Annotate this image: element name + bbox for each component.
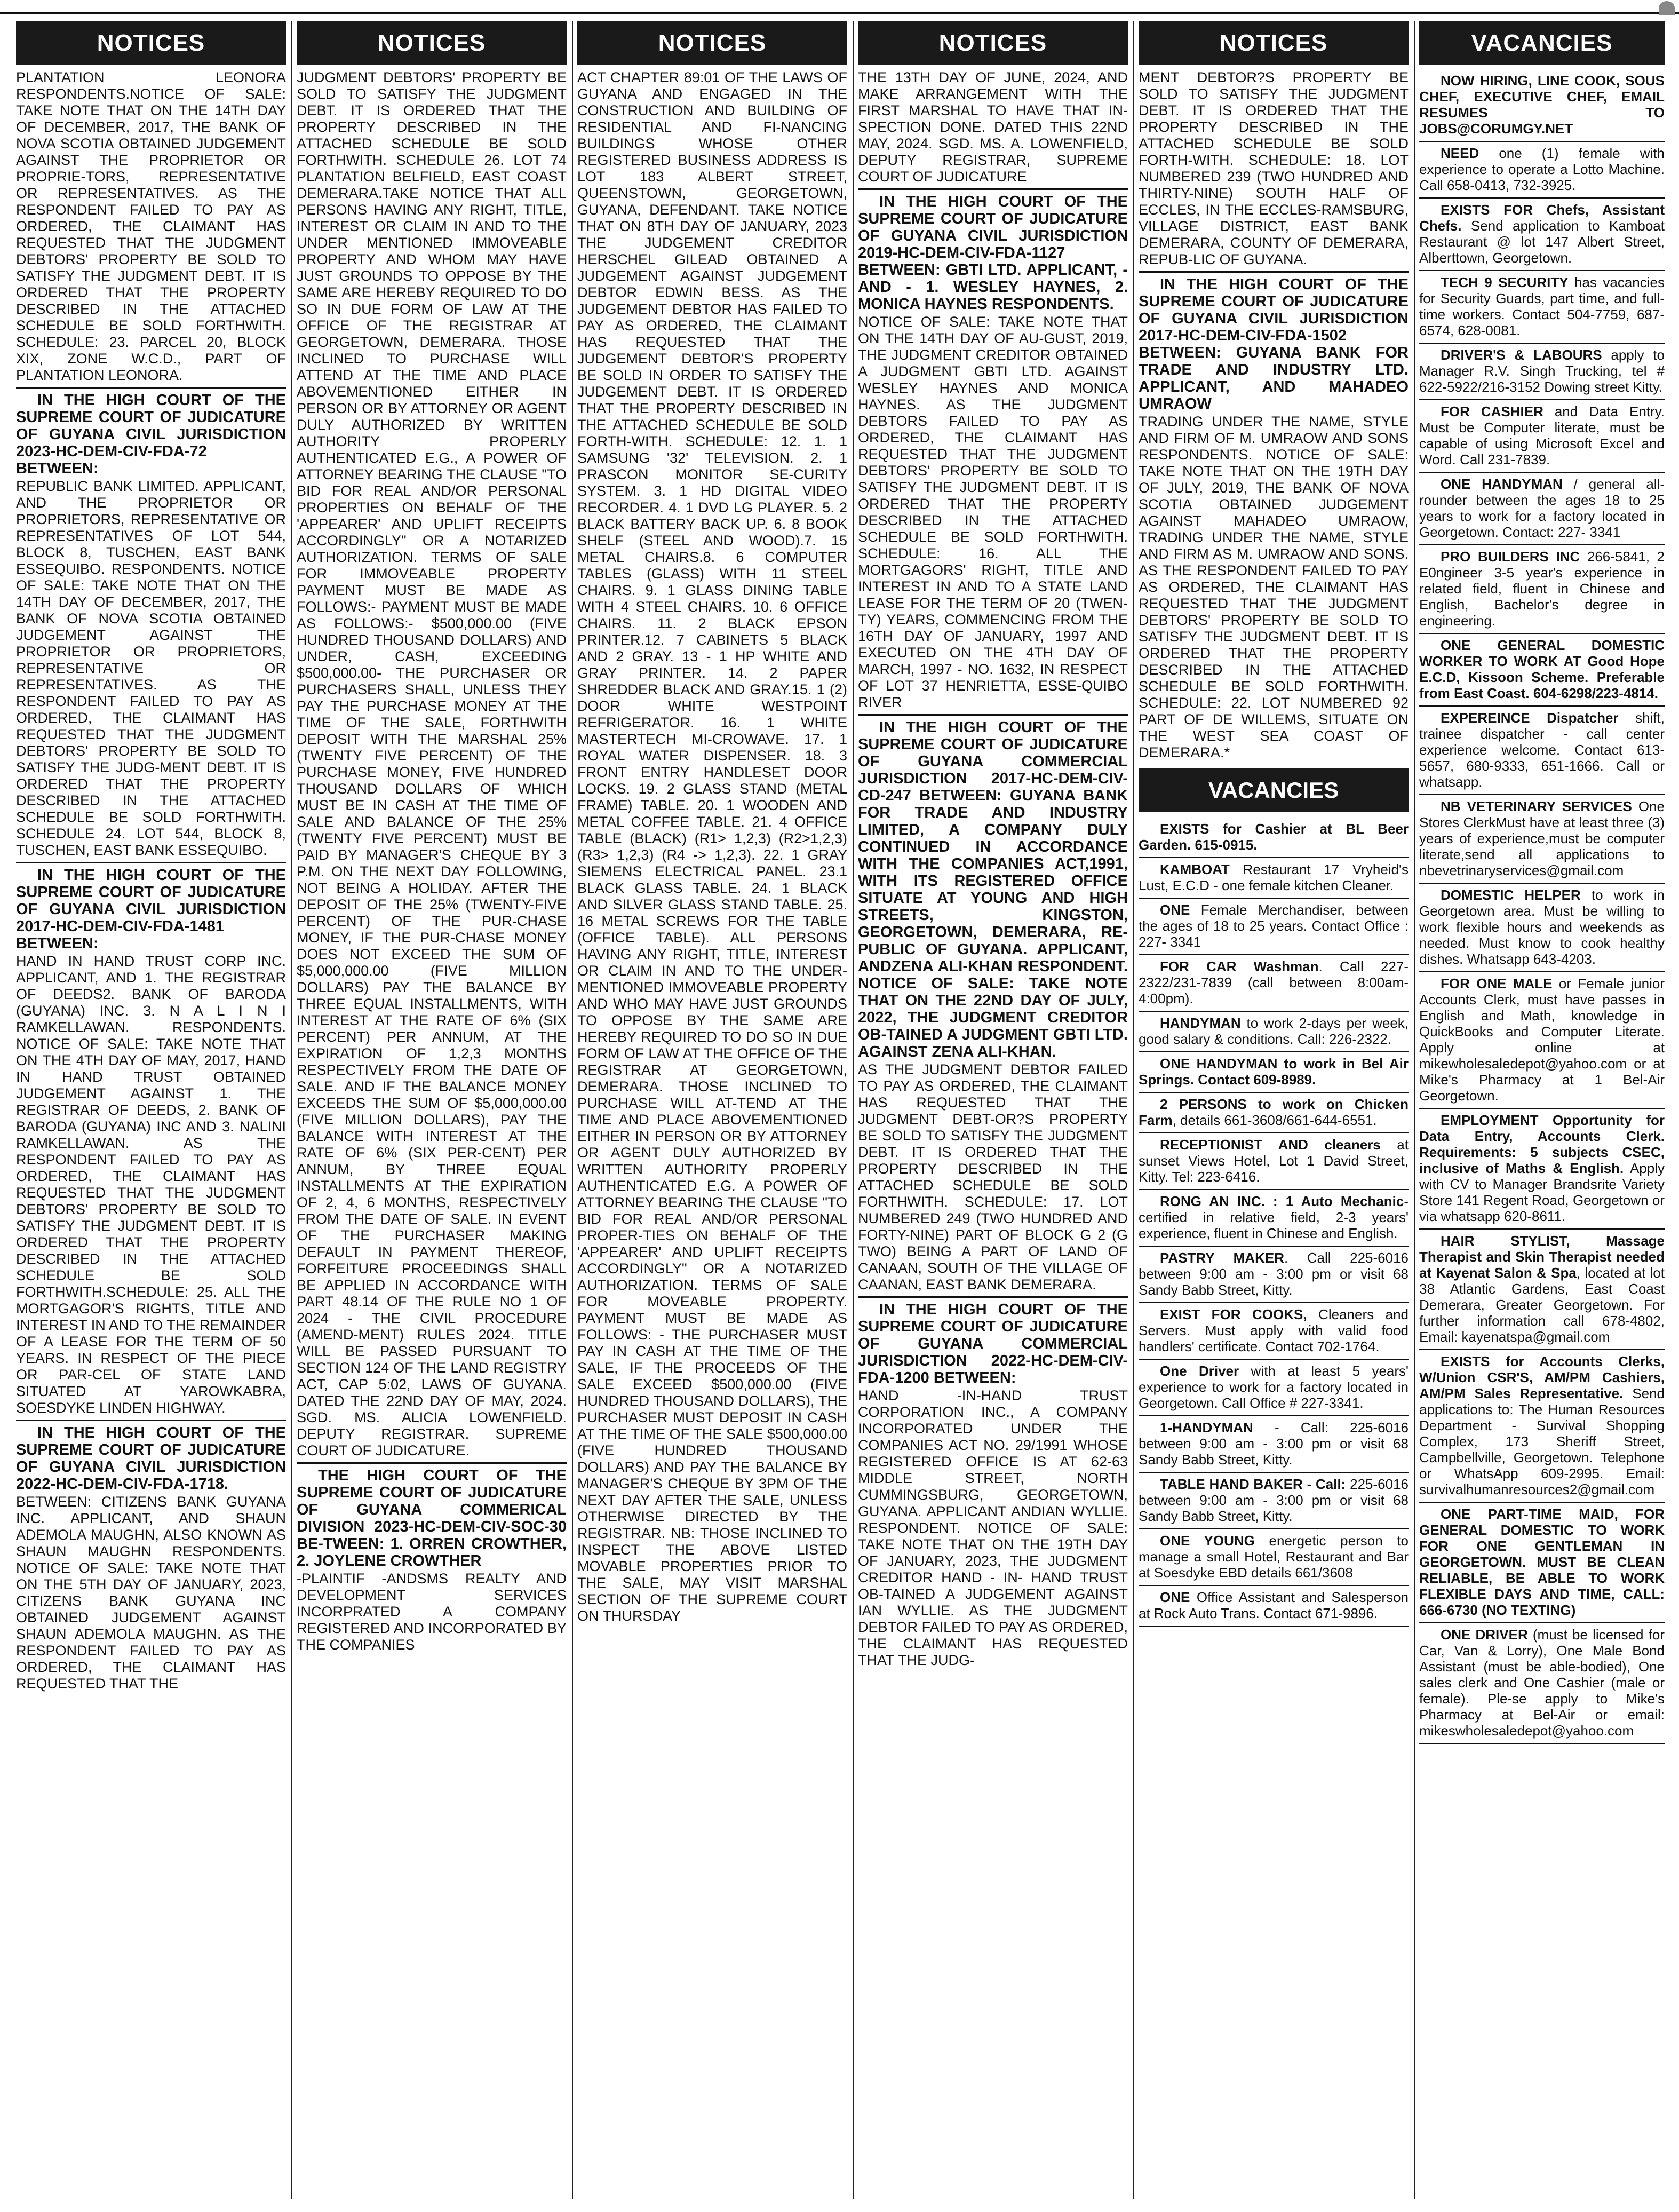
vacancy-ad — [1139, 899, 1409, 955]
vacancy-body: or Female junior Accounts Clerk, must have passes in English and Math, knowledge in QuickBooks and Computer Literate. Apply online at mikewholesaledepot@yahoo.com or at Mike's Pharmacy at 1 Bel-Air Georgetown. — [1419, 976, 1665, 1104]
vacancy-ad — [1419, 1109, 1665, 1230]
column-rule — [853, 21, 854, 2199]
notices-column-3 — [577, 21, 847, 2199]
vacancy-body: at sunset Views Hotel, Lot 1 David Street, Kitty. Tel: 223-6416. — [1139, 1137, 1409, 1185]
vacancy-body: - certified in relative field, 2-3 years' experience, fluent in Chinese and English. — [1139, 1193, 1409, 1241]
vacancy-body: Female Merchandiser, between the ages of 18 to 25 years. Contact Office : 227- 3341 — [1139, 902, 1409, 950]
vacancy-lead: FOR ONE MALE — [1441, 976, 1553, 992]
vacancy-lead: FOR CAR Washman — [1160, 958, 1319, 974]
notices-column-5 — [1139, 21, 1409, 2199]
vacancy-lead: KAMBOAT — [1160, 861, 1230, 877]
vacancy-lead: ONE — [1160, 1589, 1190, 1605]
vacancy-lead: ONE HANDYMAN to work in Bel Air Springs. Contact 609-8989. — [1139, 1056, 1409, 1088]
vacancy-ad — [1419, 972, 1665, 1109]
vacancy-body: to work 2-days per week, good salary & conditions. Call: 226-2322. — [1139, 1015, 1409, 1047]
vacancies-list — [1139, 818, 1409, 1627]
divider — [16, 862, 286, 863]
vacancy-lead: EMPLOYMENT Opportunity for Data Entry, Accounts Clerk. Requirements: 5 subjects CSEC, inclusive of Maths & English. — [1419, 1112, 1665, 1176]
vacancy-body: Office Assistant and Salesperson at Rock Auto Trans. Contact 671-9896. — [1139, 1589, 1409, 1621]
vacancy-lead: ONE — [1160, 902, 1190, 918]
column-header: NOTICES — [577, 21, 847, 65]
vacancy-body: One Stores ClerkMust have at least three (3) years of experience,must be computer literate,send all applications to nbevetrinaryservices@gmail.com — [1419, 798, 1665, 878]
vacancy-ad — [1139, 1093, 1409, 1133]
vacancy-lead: RONG AN INC. : 1 Auto Mechanic — [1160, 1193, 1404, 1209]
vacancy-body: shift, trainee dispatcher - call center experience welcome. Contact 613-5657, 680-9333, 651-1666. Call or whatsapp. — [1419, 710, 1665, 790]
notice-text: REPUBLIC BANK LIMITED. APPLICANT, AND THE PROPRIETOR OR PROPRIETORS, REPRESENTATIVE OR REPRESENTATIVES OF LOT 544, BLOCK 8, TUSCHEN, EAST BANK ESSEQUIBO. RESPONDENTS. NOTICE OF SALE: TAKE NOTE THAT ON THE 14TH DAY OF DECEMBER, 2017, THE BANK OF NOVA SCOTIA OBTAINED JUDGEMENT AGAINST THE PROPRIETOR OR PROPRIETORS, REPRESENTATIVE OR REPRESENTATIVES. AS THE RESPONDENT FAILED TO PAY AS ORDERED, THE CLAIMANT HAS REQUESTED THAT THE JUDGMENT DEBTORS' PROPERTY BE SOLD TO SATISFY THE JUDG-MENT DEBT. IT IS ORDERED THAT THE PROPERTY DESCRIBED IN THE ATTACHED SCHEDULE BE SOLD FORTHWITH. SCHEDULE 24. LOT 544, BLOCK 8, TUSCHEN, EAST BANK ESSEQUIBO. — [16, 478, 286, 858]
page-corner-mark — [1659, 1, 1675, 15]
notice-heading: IN THE HIGH COURT OF THE SUPREME COURT OF JUDICATURE OF GUYANA CIVIL JURISDICTION 2019-HC-DEM-CIV-FDA-1127 BETWEEN: GBTI LTD. APPLICANT, -AND - 1. WESLEY HAYNES, 2. MONICA HAYNES RESPONDENTS. — [858, 193, 1128, 313]
vacancy-lead: RECEPTIONIST AND cleaners — [1160, 1137, 1381, 1153]
vacancy-lead: NB VETERINARY SERVICES — [1441, 798, 1632, 814]
vacancy-body: has vacancies for Security Guards, part time, and full-time workers. Contact 504-7759, 687-6574, 628-0081. — [1419, 274, 1665, 338]
vacancy-ad — [1419, 1503, 1665, 1623]
notice-text: PLANTATION LEONORA RESPONDENTS.NOTICE OF SALE: TAKE NOTE THAT ON THE 14TH DAY OF DECEMBER, 2017, THE BANK OF NOVA SCOTIA OBTAINED JUDGEMENT AGAINST THE PROPRIETOR OR PROPRIE-TORS, REPRESENTATIVE OR REPRESENTATIVES. AS THE RESPONDENT FAILED TO PAY AS ORDERED, THE CLAIMANT HAS REQUESTED THAT THE JUDGMENT DEBTORS' PROPERTY BE SOLD TO SATISFY THE JUDGMENT DEBT. IT IS ORDERED THAT THE PROPERTY DESCRIBED IN THE ATTACHED SCHEDULE BE SOLD FORTHWITH. SCHEDULE: 23. PARCEL 20, BLOCK XIX, ZONE W.C.D., PART OF PLANTATION LEONORA. — [16, 69, 286, 383]
vacancy-ad — [1419, 473, 1665, 545]
divider — [16, 1420, 286, 1421]
vacancy-ad — [1419, 634, 1665, 707]
vacancy-lead: HANDYMAN — [1160, 1015, 1241, 1031]
vacancy-lead: ONE PART-TIME MAID, FOR GENERAL DOMESTIC TO WORK FOR ONE GENTLEMAN IN GEORGETOWN. MUST BE CLEAN RELIABLE, BE ABLE TO WORK FLEXIBLE DAYS AND TIME, CALL: 666-6730 (NO TEXTING) — [1419, 1506, 1665, 1618]
notice-heading: IN THE HIGH COURT OF THE SUPREME COURT OF JUDICATURE OF GUYANA CIVIL JURISDICTION 2022-HC-DEM-CIV-FDA-1718. — [16, 1424, 286, 1493]
vacancy-lead: PRO BUILDERS INC — [1441, 549, 1580, 565]
divider — [858, 714, 1128, 716]
vacancy-ad — [1419, 271, 1665, 344]
notice-text: -PLAINTIF -ANDSMS REALTY AND DEVELOPMENT SERVICES INCORPRATED A COMPANY REGISTERED AND INCORPORATED BY THE COMPANIES — [297, 1571, 567, 1653]
notices-column-2 — [297, 21, 567, 2199]
vacancy-lead: EXISTS FOR Chefs, Assistant Chefs. — [1419, 202, 1665, 234]
vacancy-body: (must be licensed for Car, Van & Lorry), One Male Bond Assistant (must be able-bodied), One sales clerk and One Cashier (male or female). Ple-se apply to Mike's Pharmacy at Bel-Air or email: mikeswholesaledepot@yahoo.com — [1419, 1627, 1665, 1739]
vacancy-ad — [1139, 1360, 1409, 1416]
vacancies-header: VACANCIES — [1139, 768, 1409, 812]
vacancy-lead: ONE GENERAL DOMESTIC WORKER TO WORK AT Good Hope E.C.D, Kissoon Scheme. Preferable from East Coast. 604-6298/223-4814. — [1419, 637, 1665, 701]
notice-text: AS THE JUDGMENT DEBTOR FAILED TO PAY AS ORDERED, THE CLAIMANT HAS REQUESTED THAT THE JUDGMENT DEBT-OR?S PROPERTY BE SOLD TO SATISFY THE JUDGMENT DEBT. IT IS ORDERED THAT THE PROPERTY DESCRIBED IN THE ATTACHED SCHEDULE BE SOLD FORTHWITH. SCHEDULE: 17. LOT NUMBERED 249 (TWO HUNDRED AND FORTY-NINE) PART OF BLOCK G 2 (G TWO) BEING A PART OF LAND OF CANAAN, SOUTH OF THE VILLAGE OF CAANAN, EAST BANK DEMERARA. — [858, 1061, 1128, 1293]
vacancy-ad — [1139, 1473, 1409, 1529]
vacancy-lead: EXISTS for Cashier at BL Beer Garden. 615-0915. — [1139, 821, 1409, 853]
column-rule — [291, 21, 292, 2199]
vacancy-body: apply to Manager R.V. Singh Trucking, tel # 622-5922/216-3152 Dowing street Kitty. — [1419, 347, 1665, 395]
vacancy-body: Apply with CV to Manager Brandsrite Variety Store 141 Regent Road, Georgetown or via whatsapp 620-8611. — [1419, 1160, 1665, 1224]
vacancy-body: one (1) female with experience to operate a Lotto Machine. Call 658-0413, 732-3925. — [1419, 145, 1665, 193]
vacancy-ad — [1419, 795, 1665, 884]
vacancy-body: to work in Georgetown area. Must be willing to work flexible hours and weekends as needed. Must know to cook healthy dishes. Whatsapp 643-4203. — [1419, 887, 1665, 967]
vacancy-ad — [1139, 1247, 1409, 1303]
notice-text: BETWEEN: CITIZENS BANK GUYANA INC. APPLICANT, AND SHAUN ADEMOLA MAUGHN, ALSO KNOWN AS SHAUN MAUGHN RESPONDENTS. NOTICE OF SALE: TAKE NOTE THAT ON THE 5TH DAY OF JANUARY, 2023, CITIZENS BANK GUYANA INC OBTAINED JUDGEMENT AGAINST SHAUN ADEMOLA MAUGHN. AS THE RESPONDENT FAILED TO PAY AS ORDERED, THE CLAIMANT HAS REQUESTED THAT THE — [16, 1494, 286, 1692]
vacancy-ad — [1419, 1350, 1665, 1503]
vacancy-lead: NOW HIRING, LINE COOK, SOUS CHEF, EXECUTIVE CHEF, EMAIL RESUMES TO JOBS@CORUMGY.NET — [1419, 73, 1665, 137]
notice-heading: IN THE HIGH COURT OF THE SUPREME COURT OF JUDICATURE OF GUYANA CIVIL JURISDICTION 2017-HC-DEM-CIV-FDA-1481 BETWEEN: — [16, 867, 286, 952]
notice-text: JUDGMENT DEBTORS' PROPERTY BE SOLD TO SATISFY THE JUDGMENT DEBT. IT IS ORDERED THAT THE PROPERTY DESCRIBED IN THE ATTACHED SCHEDULE BE SOLD FORTHWITH. SCHEDULE 26. LOT 74 PLANTATION BELFIELD, EAST COAST DEMERARA.TAKE NOTICE THAT ALL PERSONS HAVING ANY RIGHT, TITLE, INTEREST OR CLAIM IN AND TO THE UNDER MENTIONED IMMOVEABLE PROPERTY AND WHOM MAY HAVE JUST GROUNDS TO OPPOSE BY THE SAME ARE HEREBY REQUIRED TO DO SO IN DUE FORM OF LAW AT THE OFFICE OF THE REGISTRAR AT GEORGETOWN, DEMERARA. THOSE INCLINED TO PURCHASE WILL ATTEND AT THE TIME AND PLACE ABOVEMENTIONED EITHER IN PERSON OR BY ATTORNEY OR AGENT DULY AUTHORIZED BY WRITTEN AUTHORITY PROPERLY AUTHENTICATED E.G., A POWER OF ATTORNEY BEARING THE CLAUSE "TO BID FOR REAL AND/OR PERSONAL PROPERTIES ON BEHALF OF THE 'APPEARER' AND UPLIFT RECEIPTS ACCORDINGLY" OR A NOTARIZED AUTHORIZATION. TERMS OF SALE FOR IMMOVEABLE PROPERTY PAYMENT MUST BE MADE AS FOLLOWS:- PAYMENT MUST BE MADE AS FOLLOWS:- $500,000.00 (FIVE HUNDRED THOUSAND DOLLARS) AND UNDER, CASH, EXCEEDING $500,000.00- THE PURCHASER OR PURCHASERS SHALL, UNLESS THEY PAY THE PURCHASE MONEY AT THE TIME OF THE SALE, FORTHWITH DEPOSIT WITH THE MARSHAL 25% (TWENTY FIVE PERCENT) OF THE PURCHASE MONEY, FIVE HUNDRED THOUSAND DOLLARS OF WHICH MUST BE IN CASH AT THE TIME OF SALE AND BALANCE OF THE 25% (TWENTY FIVE PERCENT) MUST BE PAID BY MANAGER'S CHEQUE BY 3 P.M. ON THE NEXT DAY FOLLOWING, NOT BEING A HOLIDAY. AFTER THE DEPOSIT OF THE 25% (TWENTY-FIVE PERCENT) OF THE PUR-CHASE MONEY, IF THE PUR-CHASE MONEY DOES NOT EXCEED THE SUM OF $5,000,000.00 (FIVE MILLION DOLLARS) PAY THE BALANCE BY THREE EQUAL INSTALLMENTS, WITH INTEREST AT THE RATE OF 6% (SIX PERCENT) PER ANNUM, AT THE EXPIRATION OF 1,2,3 MONTHS RESPECTIVELY FROM THE DATE OF SALE. AND IF THE BALANCE MONEY EXCEEDS THE SUM OF $5,000,000.00 (FIVE MILLION DOLLARS), PAY THE BALANCE WITH INTEREST AT THE RATE OF 6% (SIX PER-CENT) PER ANNUM, BY THREE EQUAL INSTALLMENTS AT THE EXPIRATION OF 2, 4, 6 MONTHS, RESPECTIVELY FROM THE DATE OF SALE. IN EVENT OF THE PURCHASER MAKING DEFAULT IN PAYMENT THEREOF, FORFEITURE PROCEEDINGS SHALL BE APPLIED IN ACCORDANCE WITH PART 48.14 OF THE RULE NO 1 OF 2024 - THE CIVIL PROCEDURE (AMEND-MENT) RULES 2024. TITLE WILL BE PASSED PURSUANT TO SECTION 124 OF THE LAND REGISTRY ACT, CAP 5:02, LAWS OF GUYANA. DATED THE 22ND DAY OF MAY, 2024. SGD. MS. ALICIA LOWENFIELD. DEPUTY REGISTRAR. SUPREME COURT OF JUDICATURE. — [297, 69, 567, 1458]
vacancy-ad — [1419, 199, 1665, 271]
vacancy-ad — [1139, 1133, 1409, 1190]
vacancy-lead: 2 PERSONS to work on Chicken Farm — [1139, 1096, 1409, 1128]
vacancy-ad — [1139, 858, 1409, 899]
vacancy-ad — [1419, 142, 1665, 199]
vacancy-ad — [1419, 1230, 1665, 1350]
vacancy-body: with at least 5 years' experience to work for a factory located in Georgetown. Call Office # 227-3341. — [1139, 1363, 1409, 1411]
vacancy-body: , details 661-3608/661-644-6551. — [1172, 1112, 1377, 1128]
vacancy-lead: FOR CASHIER — [1441, 403, 1543, 419]
notice-text: TRADING UNDER THE NAME, STYLE AND FIRM OF M. UMRAOW AND SONS RESPONDENTS. NOTICE OF SALE: TAKE NOTE THAT ON THE 19TH DAY OF JULY, 2019, THE BANK OF NOVA SCOTIA OBTAINED JUDGEMENT AGAINST MAHADEO UMRAOW, TRADING UNDER THE NAME, STYLE AND FIRM AS M. UMRAOW AND SONS. AS THE RESPONDENT FAILED TO PAY AS ORDERED, THE CLAIMANT HAS REQUESTED THAT THE JUDGMENT DEBTORS' PROPERTY BE SOLD TO SATISFY THE JUDGMENT DEBT. IT IS ORDERED THAT THE PROPERTY DESCRIBED IN THE ATTACHED SCHEDULE BE SOLD FORTHWITH. SCHEDULE: 22. LOT NUMBERED 92 PART OF DE WILLEMS, SITUATE ON THE WEST SEA COAST OF DEMERARA.* — [1139, 414, 1409, 760]
vacancy-ad — [1139, 1052, 1409, 1093]
column-rule — [572, 21, 573, 2199]
vacancy-lead: ONE HANDYMAN — [1441, 476, 1563, 492]
vacancy-lead: NEED — [1441, 145, 1479, 161]
vacancy-body: / general all-rounder between the ages 18 to 25 years to work for a factory located in Georgetown. Contact: 227- 3341 — [1419, 476, 1665, 540]
notices-column-4 — [858, 21, 1128, 2199]
column-header: NOTICES — [1139, 21, 1409, 65]
vacancy-ad — [1419, 400, 1665, 473]
notice-heading: IN THE HIGH COURT OF THE SUPREME COURT OF JUDICATURE OF GUYANA COMMERCIAL JURISDICTION 2022-HC-DEM-CIV-FDA-1200 BETWEEN: — [858, 1301, 1128, 1386]
vacancy-lead: DRIVER'S & LABOURS — [1441, 347, 1602, 363]
vacancy-lead: DOMESTIC HELPER — [1441, 887, 1581, 903]
vacancy-ad — [1139, 955, 1409, 1012]
vacancy-ad — [1419, 69, 1665, 142]
vacancy-body: , located at lot 38 Atlantic Gardens, East Coast Demerara, Greater Georgetown. For further information call 678-4802, Email: kayenatspa@gmail.com — [1419, 1265, 1665, 1345]
column-rule — [1414, 21, 1415, 2199]
notice-text: HAND IN HAND TRUST CORP INC. APPLICANT, AND 1. THE REGISTRAR OF DEEDS2. BANK OF BARODA (GUYANA) INC. 3. N A L I N I RAMKELLAWAN. RESPONDENTS. NOTICE OF SALE: TAKE NOTE THAT ON THE 4TH DAY OF MAY, 2017, HAND IN HAND TRUST OBTAINED JUDGEMENT AGAINST 1. THE REGISTRAR OF DEEDS, 2. BANK OF BARODA (GUYANA) INC AND 3. NALINI RAMKELLAWAN. AS THE RESPONDENT FAILED TO PAY AS ORDERED, THE CLAIMANT HAS REQUESTED THAT THE JUDGMENT DEBTORS' PROPERTY BE SOLD TO SATISFY THE JUDGMENT DEBT. IT IS ORDERED THAT THE PROPERTY DESCRIBED IN THE ATTACHED SCHEDULE BE SOLD FORTHWITH.SCHEDULE: 25. ALL THE MORTGAGOR'S RIGHTS, TITLE AND INTEREST IN AND TO THE REMAINDER OF A LEASE FOR THE TERM OF 50 YEARS. IN RESPECT OF THE PIECE OR PAR-CEL OF STATE LAND SITUATED AT YAROWKABRA, SOESDYKE LINDEN HIGHWAY. — [16, 953, 286, 1416]
notice-heading: THE HIGH COURT OF THE SUPREME COURT OF JUDICATURE OF GUYANA COMMERICAL DIVISION 2023-HC-DEM-CIV-SOC-30 BE-TWEEN: 1. ORREN CROWTHER, 2. JOYLENE CROWTHER — [297, 1467, 567, 1569]
vacancy-ad — [1419, 884, 1665, 972]
notice-text: THE 13TH DAY OF JUNE, 2024, AND MAKE ARRANGEMENT WITH THE FIRST MARSHAL TO HAVE THAT IN-SPECTION DONE. DATED THIS 22ND MAY, 2024. SGD. MS. A. LOWENFIELD, DEPUTY REGISTRAR, SUPREME COURT OF JUDICATURE — [858, 69, 1128, 185]
notice-text: ACT CHAPTER 89:01 OF THE LAWS OF GUYANA AND ENGAGED IN THE CONSTRUCTION AND BUILDING OF RESIDENTIAL AND FI-NANCING BUILDINGS WHOSE OTHER REGISTERED BUSINESS ADDRESS IS LOT 183 ALBERT STREET, QUEENSTOWN, GEORGETOWN, GUYANA, DEFENDANT. TAKE NOTICE THAT ON 8TH DAY OF JANUARY, 2023 THE JUDGEMENT CREDITOR HERSCHEL GILEAD OBTAINED A JUDGEMENT AGAINST JUDGEMENT DEBTOR EDWIN BESS. AS THE JUDGEMENT DEBTOR HAS FAILED TO PAY AS ORDERED, THE CLAIMANT HAS REQUESTED THAT THE JUDGEMENT DEBTOR'S PROPERTY BE SOLD IN ORDER TO SATISFY THE JUDGEMENT DEBT. IT IS ORDERED THAT THE PROPERTY DESCRIBED IN THE ATTACHED SCHEDULE BE SOLD FORTH-WITH. SCHEDULE: 12. 1. 1 SAMSUNG '32' TELEVISION. 2. 1 PRASCON MONITOR SE-CURITY SYSTEM. 3. 1 HD DIGITAL VIDEO RECORDER. 4. 1 DVD LG PLAYER. 5. 2 BLACK BATTERY BACK UP. 6. 8 BOOK SHELF (STEEL AND WOOD).7. 15 METAL CHAIRS.8. 6 COMPUTER TABLES (GLASS) WITH 11 STEEL CHAIRS. 9. 1 GLASS DINING TABLE WITH 4 STEEL CHAIRS. 10. 6 OFFICE CHAIRS. 11. 2 BLACK EPSON PRINTER.12. 7 CABINETS 5 BLACK AND 2 GRAY. 13 - 1 HP WHITE AND GRAY PRINTER. 14. 2 PAPER SHREDDER BLACK AND GRAY.15. 1 (2) DOOR WHITE WESTPOINT REFRIGERATOR. 16. 1 WHITE MASTERTECH MI-CROWAVE. 17. 1 ROYAL WATER DISPENSER. 18. 3 FRONT ENTRY HANDLESET DOOR LOCKS. 19. 2 GLASS STAND (METAL FRAME) TABLE. 20. 1 WOODEN AND METAL COFFEE TABLE. 21. 4 OFFICE TABLE (BLACK) (R1> 1,2,3) (R2>1,2,3) (R3> 1,2,3) (R4 -> 1,2,3). 22. 1 GRAY SIEMENS ELECTRICAL PANEL. 23.1 BLACK GLASS TABLE. 24. 1 BLACK AND SILVER GLASS STAND TABLE. 25. 16 METAL SCREWS FOR THE TABLE (OFFICE TABLE). ALL PERSONS HAVING ANY RIGHT, TITLE, INTEREST OR CLAIM IN AND TO THE UNDER-MENTIONED IMMOVEABLE PROPERTY AND WHO MAY HAVE JUST GROUNDS TO OPPOSE BY THE SAME ARE HEREBY REQUIRED TO DO SO IN DUE FORM OF LAW AT THE OFFICE OF THE REGISTRAR AT GEORGETOWN, DEMERARA. THOSE INCLINED TO PURCHASE WILL AT-TEND AT THE TIME AND PLACE ABOVEMENTIONED EITHER IN PERSON OR BY ATTORNEY OR AGENT DULY AUTHORIZED BY WRITTEN AUTHORITY PROPERLY AUTHENTICATED E.G. A POWER OF ATTORNEY BEARING THE CLAUSE "TO BID FOR REAL AND/OR PERSONAL PROPER-TIES ON BEHALF OF THE 'APPEARER' AND UPLIFT RECEIPTS ACCORDINGLY" OR A NOTARIZED AUTHORIZATION. TERMS OF SALE FOR MOVEABLE PROPERTY. PAYMENT MUST BE MADE AS FOLLOWS: - THE PURCHASER MUST PAY IN CASH AT THE TIME OF THE SALE, IF THE PROCEEDS OF THE SALE EXCEED $500,000.00 (FIVE HUNDRED THOUSAND DOLLARS), THE PURCHASER MUST DEPOSIT IN CASH AT THE TIME OF THE SALE $500,000.00 (FIVE HUNDRED THOUSAND DOLLARS) AND PAY THE BALANCE BY MANAGER'S CHEQUE BY 3PM OF THE NEXT DAY AFTER THE SALE, UNLESS OTHERWISE DIRECTED BY THE REGISTRAR. NB: THOSE INCLINED TO INSPECT THE ABOVE LISTED MOVABLE PROPERTIES PRIOR TO THE SALE, MAY VISIT MARSHAL SECTION OF THE SUPREME COURT ON THURSDAY — [577, 69, 847, 1624]
vacancy-ad — [1139, 818, 1409, 858]
notice-text: NOTICE OF SALE: TAKE NOTE THAT ON THE 14TH DAY OF AU-GUST, 2019, THE JUDGMENT CREDITOR OBTAINED A JUDGMENT GBTI LTD. AGAINST WESLEY HAYNES AND MONICA HAYNES. AS THE JUDGMENT DEBTORS FAILED TO PAY AS ORDERED, THE CLAIMANT HAS REQUESTED THAT THE JUDGMENT DEBTORS' PROPERTY BE SOLD TO SATISFY THE JUDGMENT DEBT. IT IS ORDERED THAT THE PROPERTY DESCRIBED IN THE ATTACHED SCHEDULE BE SOLD FORTHWITH. SCHEDULE: 16. ALL THE MORTGAGORS' RIGHT, TITLE AND INTEREST IN AND TO A STATE LAND LEASE FOR THE TERM OF 20 (TWEN-TY) YEARS, COMMENCING FROM THE 16TH DAY OF JANUARY, 1997 AND EXECUTED ON THE 4TH DAY OF MARCH, 1997 - NO. 1632, IN RESPECT OF LOT 37 HENRIETTA, ESSE-QUIBO RIVER — [858, 314, 1128, 710]
notice-heading: IN THE HIGH COURT OF THE SUPREME COURT OF JUDICATURE OF GUYANA CIVIL JURISDICTION 2023-HC-DEM-CIV-FDA-72 BETWEEN: — [16, 392, 286, 477]
vacancy-body: Cleaners and Servers. Must apply with valid food handlers' certificate. Contact 702-1764. — [1139, 1306, 1409, 1354]
divider — [858, 1296, 1128, 1298]
vacancy-body: Restaurant 17 Vryheid's Lust, E.C.D - one female kitchen Cleaner. — [1139, 861, 1409, 893]
vacancy-lead: EXPEREINCE Dispatcher — [1441, 710, 1619, 726]
divider — [297, 1462, 567, 1464]
vacancy-ad — [1419, 545, 1665, 634]
vacancy-body: and Data Entry. Must be Computer literate, must be capable of using Microsoft Excel and Word. Call 231-7839. — [1419, 403, 1665, 467]
vacancy-lead: TABLE HAND BAKER - Call: — [1160, 1476, 1346, 1492]
divider — [858, 188, 1128, 190]
column-header: NOTICES — [297, 21, 567, 65]
vacancy-ad — [1419, 1623, 1665, 1744]
vacancy-lead: ONE DRIVER — [1441, 1627, 1528, 1643]
column-header: NOTICES — [16, 21, 286, 65]
vacancy-body: Send application to Kamboat Restaurant @ lot 147 Albert Street, Alberttown, Georgetown. — [1419, 218, 1665, 266]
vacancy-lead: One Driver — [1160, 1363, 1239, 1379]
notice-text: MENT DEBTOR?S PROPERTY BE SOLD TO SATISFY THE JUDGMENT DEBT. IT IS ORDERED THAT THE PROPERTY DESCRIBED IN THE ATTACHED SCHEDULE BE SOLD FORTH-WITH. SCHEDULE: 18. LOT NUMBERED 239 (TWO HUNDRED AND THIRTY-NINE) SOUTH HALF OF ECCLES, IN THE ECCLES-RAMSBURG, VILLAGE DISTRICT, EAST BANK DEMERARA, COUNTY OF DEMERARA, REPUB-LIC OF GUYANA. — [1139, 69, 1409, 267]
column-header: VACANCIES — [1419, 21, 1665, 65]
notices-column-1 — [16, 21, 286, 2199]
vacancy-body: energetic person to manage a small Hotel, Restaurant and Bar at Soesdyke EBD details 661/3608 — [1139, 1533, 1409, 1581]
notice-heading: IN THE HIGH COURT OF THE SUPREME COURT OF JUDICATURE OF GUYANA CIVIL JURISDICTION 2017-HC-DEM-CIV-FDA-1502 BETWEEN: GUYANA BANK FOR TRADE AND INDUSTRY LTD. APPLICANT, AND MAHADEO UMRAOW — [1139, 276, 1409, 413]
column-header: NOTICES — [858, 21, 1128, 65]
notice-text: HAND -IN-HAND TRUST CORPORATION INC., A COMPANY INCORPORATED UNDER THE COMPANIES ACT NO. 29/1991 WHOSE REGISTERED OFFICE IS AT 62-63 MIDDLE STREET, NORTH CUMMINGSBURG, GEORGETOWN, GUYANA. APPLICANT ANDIAN WYLLIE. RESPONDENT. NOTICE OF SALE: TAKE NOTE THAT ON THE 19TH DAY OF JANUARY, 2023, THE JUDGMENT CREDITOR HAND - IN- HAND TRUST OB-TAINED A JUDGEMENT AGAINST IAN WYLLIE. AS THE JUDGMENT DEBTOR FAILED TO PAY AS ORDERED, THE CLAIMANT HAS REQUESTED THAT THE JUDG- — [858, 1388, 1128, 1668]
vacancy-ad — [1419, 344, 1665, 400]
vacancy-lead: TECH 9 SECURITY — [1441, 274, 1569, 290]
vacancy-body: - Call: 225-6016 between 9:00 am - 3:00 pm or visit 68 Sandy Babb Street, Kitty. — [1139, 1420, 1409, 1468]
vacancy-ad — [1139, 1303, 1409, 1360]
vacancy-body: 225-6016 between 9:00 am - 3:00 pm or visit 68 Sandy Babb Street, Kitty. — [1139, 1476, 1409, 1524]
divider — [16, 387, 286, 389]
vacancies-list — [1419, 69, 1665, 1744]
top-rule — [0, 12, 1679, 14]
column-rule — [1133, 21, 1134, 2199]
vacancy-lead: 1-HANDYMAN — [1160, 1420, 1253, 1436]
vacancy-ad — [1139, 1012, 1409, 1052]
vacancy-lead: PASTRY MAKER — [1160, 1250, 1284, 1266]
vacancy-lead: ONE YOUNG — [1160, 1533, 1255, 1549]
vacancy-lead: HAIR STYLIST, Massage Therapist and Skin Therapist needed at Kayenat Salon & Spa — [1419, 1233, 1665, 1281]
vacancy-ad — [1419, 707, 1665, 795]
notice-heading: IN THE HIGH COURT OF THE SUPREME COURT OF JUDICATURE OF GUYANA COMMERCIAL JURISDICTION 2017-HC-DEM-CIV-CD-247 BETWEEN: GUYANA BANK FOR TRADE AND INDUSTRY LIMITED, A COMPANY DULY CONTINUED IN ACCORDANCE WITH THE COMPANIES ACT,1991, WITH ITS REGISTERED OFFICE SITUATE AT YOUNG AND HIGH STREETS, KINGSTON, GEORGETOWN, DEMERARA, RE-PUBLIC OF GUYANA. APPLICANT, ANDZENA ALI-KHAN RESPONDENT. NOTICE OF SALE: TAKE NOTE THAT ON THE 22ND DAY OF JULY, 2022, THE JUDGMENT CREDITOR OB-TAINED A JUDGMENT GBTI LTD. AGAINST ZENA ALI-KHAN. — [858, 719, 1128, 1060]
vacancy-body: 266-5841, 2 E0ngineer 3-5 year's experience in related field, fluent in Chinese and English, Bachelor's degree in engineering. — [1419, 549, 1665, 629]
divider — [1139, 271, 1409, 273]
vacancy-body: . Call 227-2322/231-7839 (call between 8:00am-4:00pm). — [1139, 958, 1409, 1006]
vacancy-body: Send applications to: The Human Resources Department - Survival Shopping Complex, 173 Sheriff Street, Campbellville, Georgetown. Telephone or WhatsApp 609-2995. Email: survivalhumanresources2@gmail.com — [1419, 1385, 1665, 1497]
vacancies-column — [1419, 21, 1665, 2199]
vacancy-lead: EXIST FOR COOKS, — [1160, 1306, 1307, 1322]
vacancy-ad — [1139, 1586, 1409, 1627]
vacancy-body: . Call 225-6016 between 9:00 am - 3:00 pm or visit 68 Sandy Babb Street, Kitty. — [1139, 1250, 1409, 1298]
vacancy-ad — [1139, 1416, 1409, 1473]
vacancy-ad — [1139, 1529, 1409, 1586]
vacancy-ad — [1139, 1190, 1409, 1247]
vacancy-lead: EXISTS for Accounts Clerks, W/Union CSR'S, AM/PM Cashiers, AM/PM Sales Representative. — [1419, 1353, 1665, 1401]
